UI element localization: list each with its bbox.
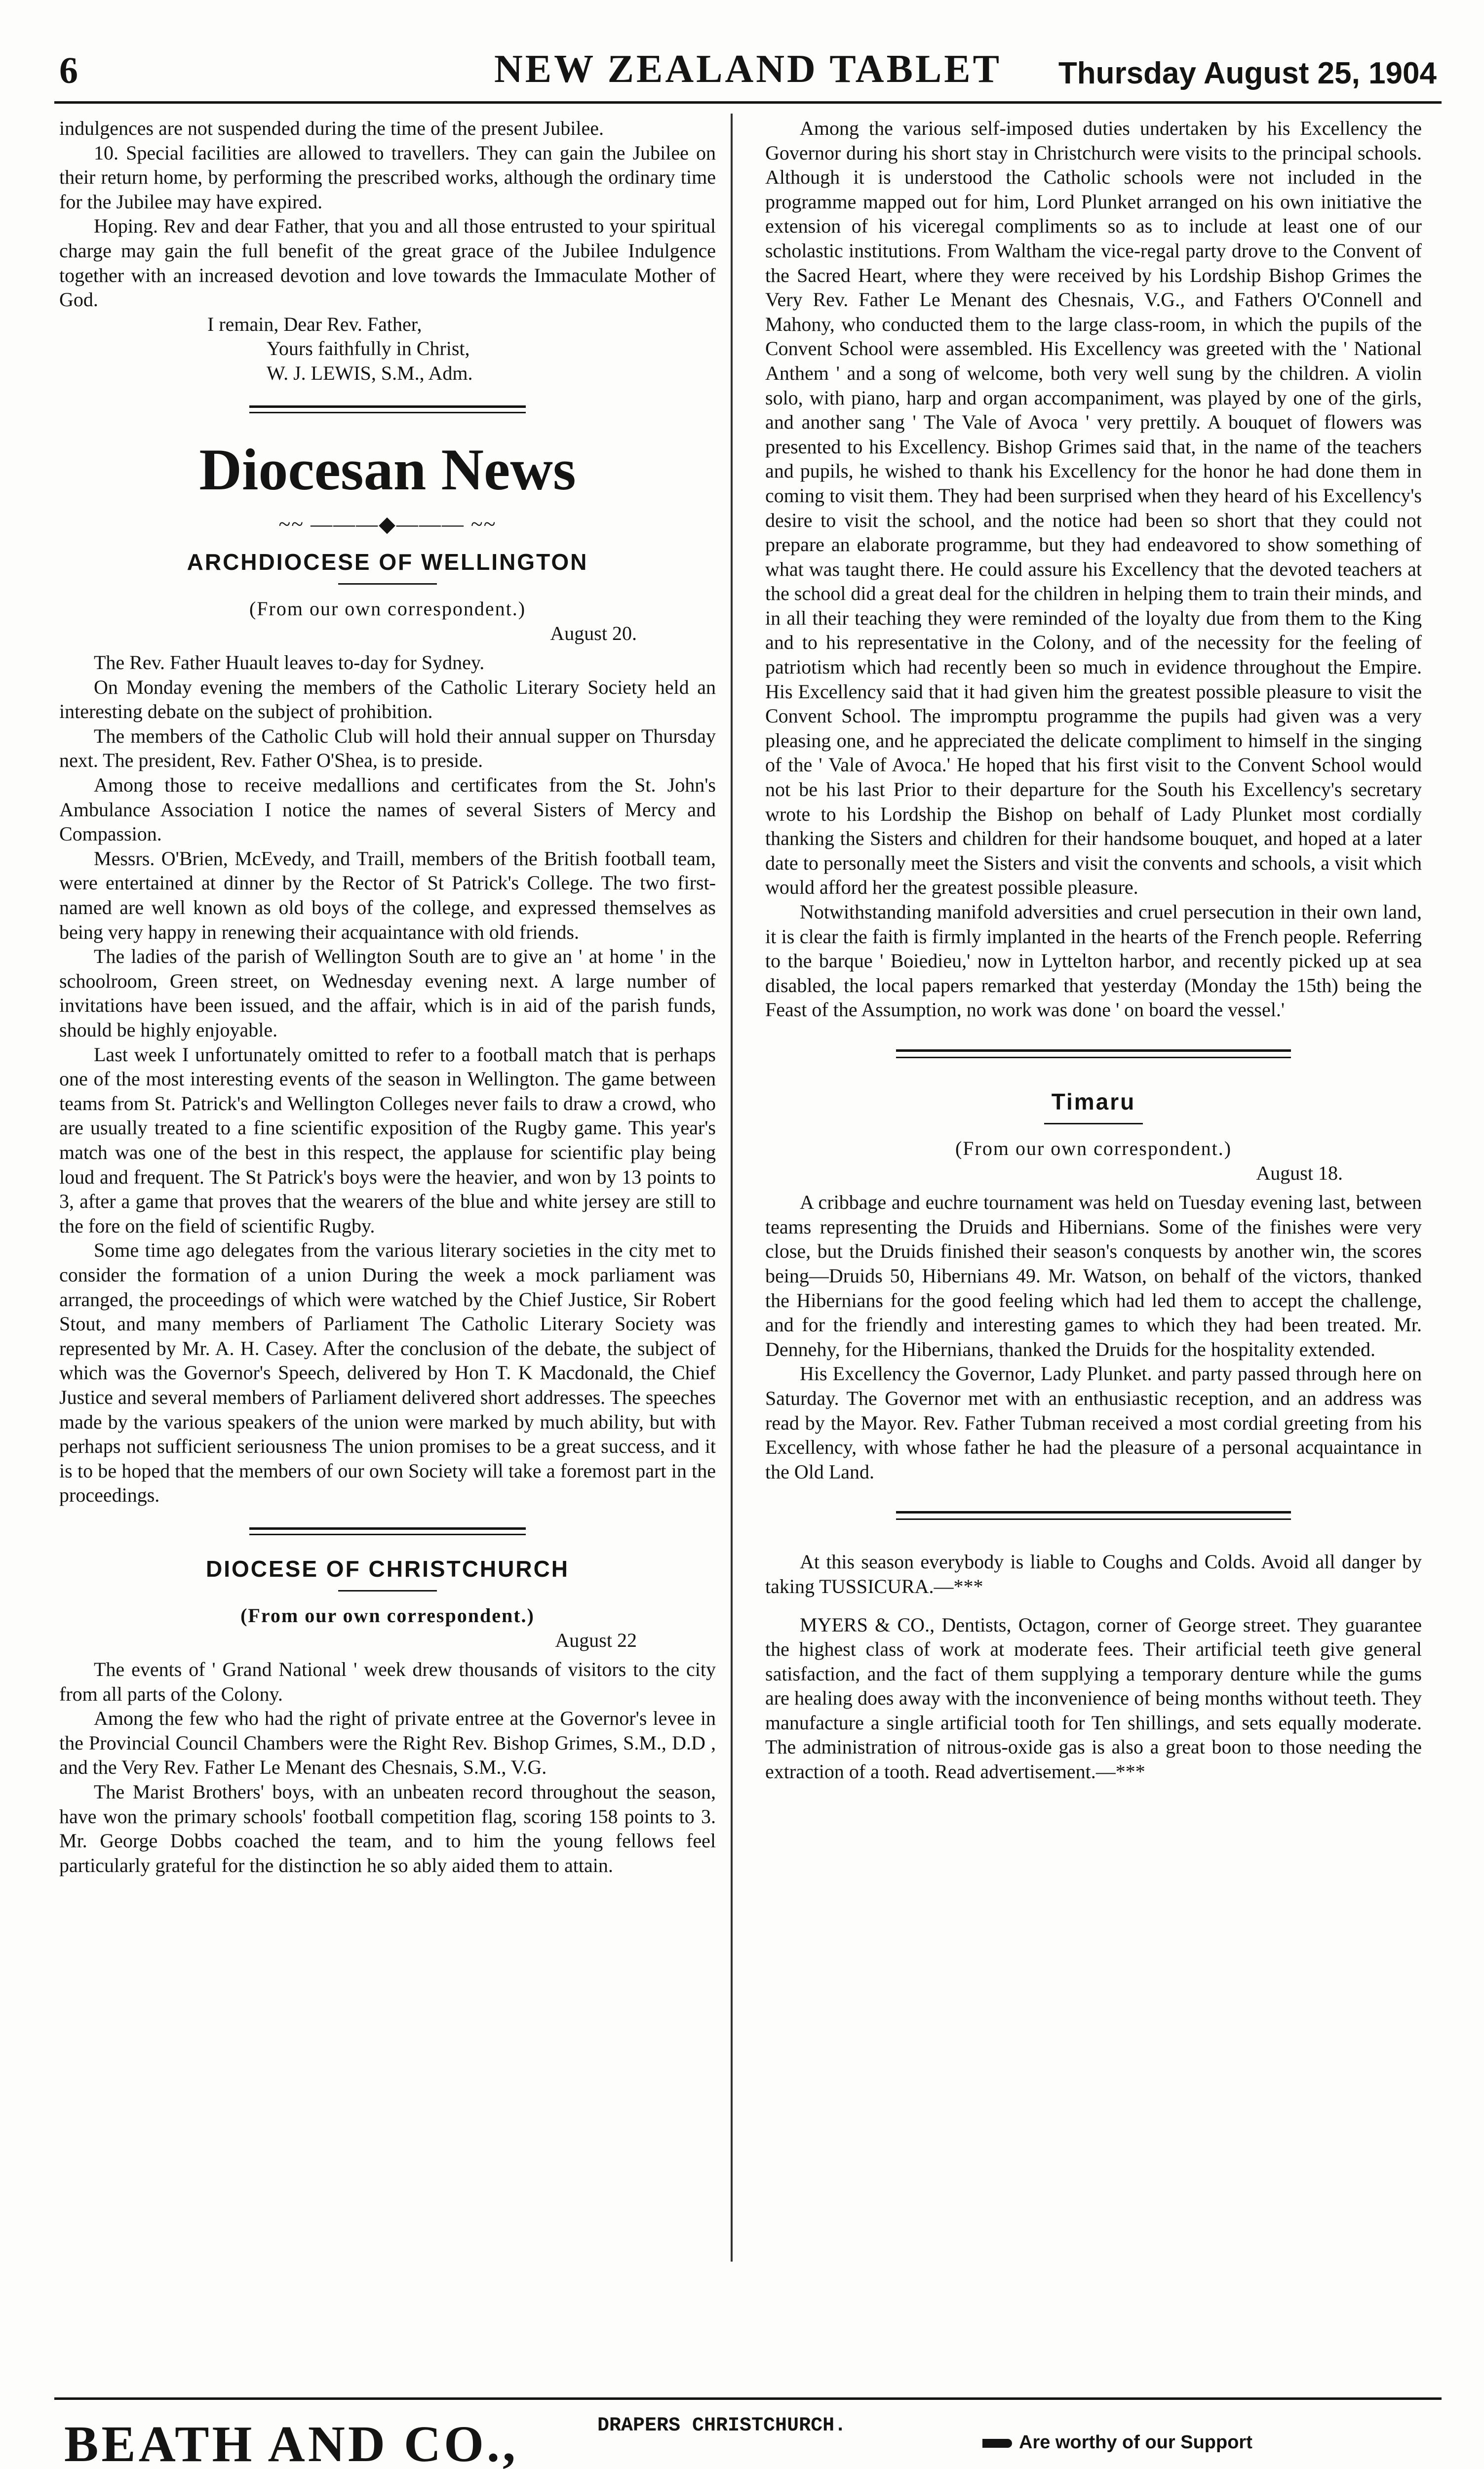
signoff-line: Yours faithfully in Christ, xyxy=(267,337,470,360)
ornament-divider: ~~ ———◆——— ~~ xyxy=(278,512,497,537)
signoff-line: I remain, Dear Rev. Father, xyxy=(207,313,422,335)
header-rule xyxy=(54,101,1442,104)
correspondent-line: (From our own correspondent.) xyxy=(240,1604,535,1627)
footer-rule xyxy=(54,2397,1442,2400)
dateline: August 22 xyxy=(555,1629,637,1651)
advertisement-tussicura: At this season everybody is liable to Coughs and Colds. Avoid all danger by taking TUSSICURA.—*** xyxy=(765,1551,1422,1597)
paragraph: The ladies of the parish of Wellington South are to give an ' at home ' in the schoolroom, Green street, on Wednesday evening next. A large number of invitations have been issued, and the affair, which is in aid of the parish funds, should be highly enjoyable. xyxy=(59,945,716,1041)
page-footer xyxy=(54,2410,1442,2469)
letter-signoff xyxy=(59,312,716,386)
paragraph: Messrs. O'Brien, McEvedy, and Traill, members of the British football team, were entertained at dinner by the Rector of St Patrick's College. The two first-named are well known as old boys of the college, and expressed themselves as being very happy in renewing their acquaintance with old friends. xyxy=(59,847,716,943)
paragraph: The members of the Catholic Club will hold their annual supper on Thursday next. The president, Rev. Father O'Shea, is to preside. xyxy=(59,724,716,772)
heading-rule xyxy=(338,583,437,585)
footer-tagline xyxy=(982,2432,1252,2453)
paragraph: On Monday evening the members of the Catholic Literary Society held an interesting debate on the subject of prohibition. xyxy=(59,676,716,723)
pointing-hand-icon xyxy=(982,2439,1012,2448)
paragraph: The Rev. Father Huault leaves to-day for Sydney. xyxy=(94,651,485,674)
right-column xyxy=(765,116,1422,1784)
section-rule xyxy=(896,1511,1291,1520)
paragraph: The events of ' Grand National ' week drew thousands of visitors to the city from all parts of the Colony. xyxy=(59,1658,716,1705)
paragraph: Some time ago delegates from the various literary societies in the city met to consider the formation of a union During the week a mock parliament was arranged, the proceedings of which were watched by the Chief Justice, Sir Robert Stout, and many members of Parliament The Catholic Literary Society was represented by Mr. A. H. Casey. After the conclusion of the debate, the subject of which was the Governor's Speech, delivered by Hon T. K Macdonald, the Chief Justice and several members of Parliament delivered short addresses. The speeches made by the various speakers of the union were marked by much ability, but with perhaps not sufficient seriousness The union promises to be a great success, and it is to be hoped that the members of our own Society will take a foremost part in the proceedings. xyxy=(59,1239,716,1507)
correspondent-line: (From our own correspondent.) xyxy=(249,597,526,620)
column-divider xyxy=(731,114,733,2262)
paragraph: Last week I unfortunately omitted to refer to a football match that is perhaps one of the most interesting events of the season in Wellington. The game between teams from St. Patrick's and Wellington Colleges never fails to draw a crowd, who are usually treated to a fine scientific exposition of the Rugby game. This year's match was one of the best in this respect, the applause for scientific play being loud and frequent. The St Patrick's boys were the heavier, and won by 13 points to 3, after a game that proves that the wearers of the blue and white jersey are still to the fore on the field of scientific Rugby. xyxy=(59,1043,716,1237)
diocesan-news-title: Diocesan News xyxy=(199,436,576,502)
paragraph: A cribbage and euchre tournament was held on Tuesday evening last, between teams representing the Druids and Hibernians. Some of the finishes were very close, but the Druids finished their season's conquests by another win, the scores being—Druids 50, Hibernians 49. Mr. Watson, on behalf of the victors, thanked the Hibernians for the good feeling which had led them to accept the challenge, and for the friendly and interesting games to which they had been treated. Mr. Dennehy, for the Hibernians, thanked the Druids for the hospitality extended. xyxy=(765,1191,1422,1360)
masthead: NEW ZEALAND TABLET xyxy=(494,47,1002,91)
section-rule xyxy=(249,405,526,413)
advertisements xyxy=(765,1550,1422,1784)
paragraph: indulgences are not suspended during the time of the present Jubilee. xyxy=(59,117,604,139)
paragraph: Notwithstanding manifold adversities and cruel persecution in their own land, it is clear the faith is firmly implanted in the hearts of the French people. Referring to the barque ' Boiedieu,' now in Lyttelton harbor, and recently picked up at sea disabled, the local papers remarked that yesterday (Monday the 15th) being the Feast of the Assumption, no work was done ' on board the vessel.' xyxy=(765,901,1422,1021)
paragraph: Among the various self-imposed duties undertaken by his Excellency the Governor during his short stay in Christchurch were visits to the principal schools. Although it is understood the Catholic schools were not included in the programme mapped out for him, Lord Plunket arranged on his own initiative the extension of his viceregal compliments so as to include at least one of our scholastic institutions. From Waltham the vice-regal party drove to the Convent of the Sacred Heart, where they were received by his Lordship Bishop Grimes the Very Rev. Father Le Menant des Chesnais, V.G., and Fathers O'Connell and Mahony, who conducted them to the large class-room, in which the pupils of the Convent School were assembled. His Excellency was greeted with the ' National Anthem ' and a song of welcome, both very well sung by the children. A violin solo, with piano, harp and organ accompaniment, was played by one of the girls, and another sang ' The Vale of Avoca ' very prettily. A bouquet of flowers was presented to his Excellency. Bishop Grimes said that, in the name of the teachers and pupils, he wished to thank his Excellency for the honor he had done them in coming to visit them. They had been surprised when they heard of his Excellency's desire to visit the school, and the notice had been so short that they could not prepare an elaborate programme, but they had endeavored to show something of what was taught there. He could assure his Excellency that the devoted teachers at the school did a great deal for the children in helping them to train their minds, and in all their teaching they were reminded of the loyalty due from them to the King and to his representative in the Colony, and of the necessity for the feeling of patriotism which had recently been so much in evidence throughout the Empire. His Excellency said that it had given him the greatest possible pleasure to visit the Convent School. The impromptu programme the pupils had given was a very pleasing one, and he appreciated the delicate compliment to himself in the singing of the ' Vale of Avoca.' He hoped that his first visit to the Convent School would not be his last Prior to their departure for the South his Excellency's secretary wrote to his Lordship the Bishop on behalf of Lady Plunket most cordially thanking the Sisters and children for their handsome bouquet, and hoped at a later date to personally meet the Sisters and visit the convents and schools, a visit which would afford her the greatest possible pleasure. xyxy=(765,117,1422,899)
footer-advertiser: BEATH AND CO., xyxy=(64,2416,518,2469)
paragraph: Among the few who had the right of private entree at the Governor's levee in the Provincial Council Chambers were the Right Rev. Bishop Grimes, S.M., D.D , and the Very Rev. Father Le Menant des Chesnais, S.M., V.G. xyxy=(59,1707,716,1779)
paragraph: His Excellency the Governor, Lady Plunket. and party passed through here on Saturday. The Governor met with an enthusiastic reception, and an address was read by the Mayor. Rev. Father Tubman received a most cordial greeting from his Excellency, with whose father he had the pleasure of a personal acquaintance in the Old Land. xyxy=(765,1362,1422,1483)
page-number: 6 xyxy=(59,50,78,91)
left-column xyxy=(59,116,716,1877)
correspondent-line: (From our own correspondent.) xyxy=(955,1137,1232,1159)
advertisement-dentists: MYERS & CO., Dentists, Octagon, corner of George street. They guarantee the highest class of work at moderate fees. Their artificial teeth give general satisfaction, and the fact of them supplying a temporary denture while the gums are healing does away with the inconvenience of being months without teeth. They manufacture a single artificial tooth for Ten shillings, and sets equally moderate. The administration of nitrous-oxide gas is also a great boon to those needing the extraction of a tooth. Read advertisement.—*** xyxy=(765,1613,1422,1783)
dateline: August 18. xyxy=(1256,1161,1343,1184)
paragraph: Among those to receive medallions and certificates from the St. John's Ambulance Association I notice the names of several Sisters of Mercy and Compassion. xyxy=(59,774,716,845)
footer-tagline-text: Are worthy of our Support xyxy=(1019,2432,1252,2453)
section-heading-wellington: ARCHDIOCESE OF WELLINGTON xyxy=(187,549,588,575)
heading-rule xyxy=(338,1590,437,1592)
signoff-signature: W. J. LEWIS, S.M., Adm. xyxy=(267,361,473,384)
section-rule xyxy=(896,1049,1291,1058)
issue-date: Thursday August 25, 1904 xyxy=(1058,56,1437,90)
section-rule xyxy=(249,1527,526,1535)
footer-drapers: DRAPERS CHRISTCHURCH. xyxy=(597,2415,847,2437)
page-header xyxy=(54,47,1442,101)
dateline: August 20. xyxy=(550,622,637,644)
section-heading-timaru: Timaru xyxy=(1051,1088,1136,1115)
paragraph: The Marist Brothers' boys, with an unbeaten record throughout the season, have won the primary schools' football competition flag, scoring 158 points to 3. Mr. George Dobbs coached the team, and to him the young fellows feel particularly grateful for the distinction he so ably aided them to attain. xyxy=(59,1781,716,1876)
heading-rule xyxy=(1044,1123,1143,1124)
section-heading-christchurch: DIOCESE OF CHRISTCHURCH xyxy=(205,1555,570,1582)
paragraph: Hoping. Rev and dear Father, that you and all those entrusted to your spiritual charge may gain the full benefit of the great grace of the Jubilee Indulgence together with an increased devotion and love towards the Immaculate Mother of God. xyxy=(59,215,716,311)
paragraph: 10. Special facilities are allowed to travellers. They can gain the Jubilee on their return home, by performing the prescribed works, although the ordinary time for the Jubilee may have expired. xyxy=(59,141,716,213)
